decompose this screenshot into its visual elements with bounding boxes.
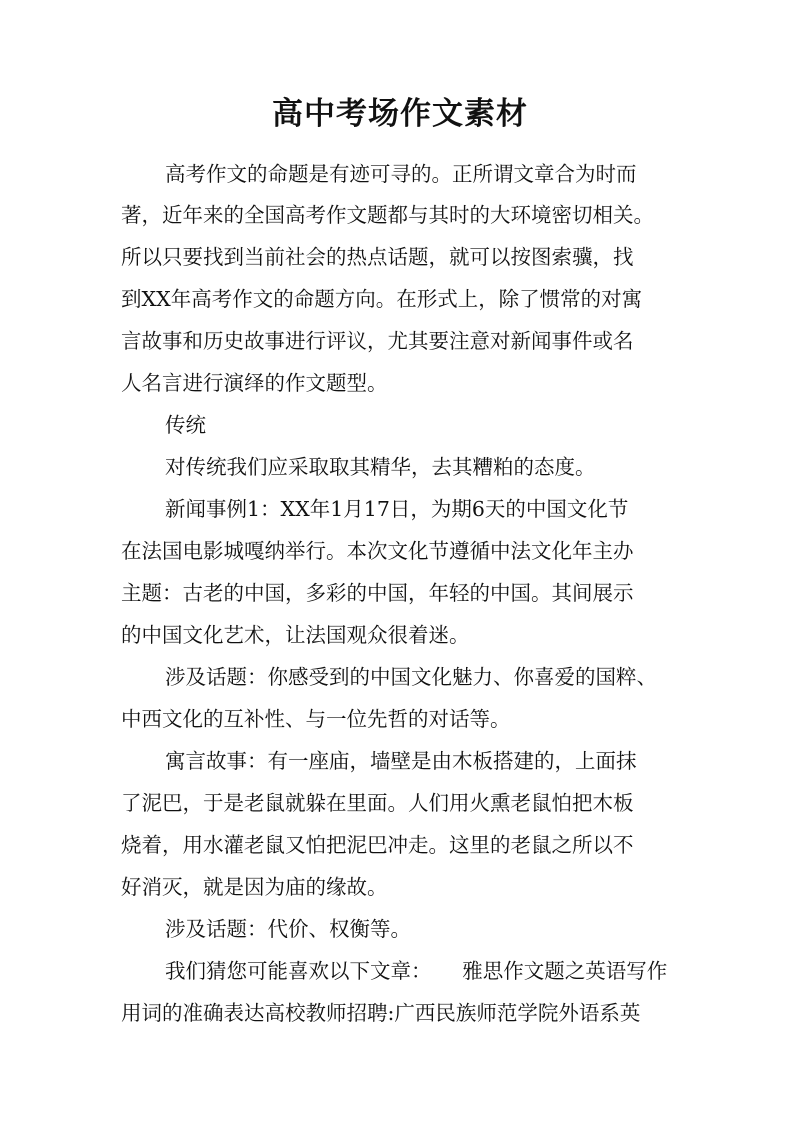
page-title: 高中考场作文素材: [272, 96, 528, 132]
paragraph-line: 涉及话题：代价、权衡等。: [165, 917, 411, 941]
paragraph-line: 烧着，用水灌老鼠又怕把泥巴冲走。这里的老鼠之所以不: [121, 833, 634, 857]
paragraph-line: 言故事和历史故事进行评议，尤其要注意对新闻事件或名: [121, 329, 634, 353]
paragraph-line: 中西文化的互补性、与一位先哲的对话等。: [121, 707, 511, 731]
paragraph-line: 涉及话题：你感受到的中国文化魅力、你喜爱的国粹、: [165, 665, 657, 689]
paragraph-line: 的中国文化艺术，让法国观众很着迷。: [121, 623, 470, 647]
paragraph-line: 著，近年来的全国高考作文题都与其时的大环境密切相关。: [121, 203, 654, 227]
paragraph-line: 高考作文的命题是有迹可寻的。正所谓文章合为时而: [165, 162, 637, 186]
paragraph-line: 新闻事例1：XX年1月17日，为期6天的中国文化节: [165, 497, 629, 521]
paragraph-line: 寓言故事：有一座庙，墙壁是由木板搭建的，上面抹: [165, 749, 637, 773]
paragraph-line: 所以只要找到当前社会的热点话题，就可以按图索骥，找: [121, 245, 634, 269]
section-heading: 传统: [165, 413, 206, 437]
paragraph-line: 主题：古老的中国，多彩的中国，年轻的中国。其间展示: [121, 581, 634, 605]
paragraph-line: 了泥巴，于是老鼠就躲在里面。人们用火熏老鼠怕把木板: [121, 791, 634, 815]
paragraph-line: 到XX年高考作文的命题方向。在形式上，除了惯常的对寓: [121, 287, 643, 311]
paragraph-line: 人名言进行演绎的作文题型。: [121, 371, 388, 395]
paragraph-line: 好消灭，就是因为庙的缘故。: [121, 875, 388, 899]
related-articles-line: 我们猜您可能喜欢以下文章： 雅思作文题之英语写作: [165, 959, 668, 983]
paragraph-line: 在法国电影城嘎纳举行。本次文化节遵循中法文化年主办: [121, 539, 634, 563]
related-articles-line: 用词的准确表达高校教师招聘:广西民族师范学院外语系英: [121, 1001, 641, 1025]
paragraph-line: 对传统我们应采取取其精华，去其糟粕的态度。: [165, 455, 596, 479]
